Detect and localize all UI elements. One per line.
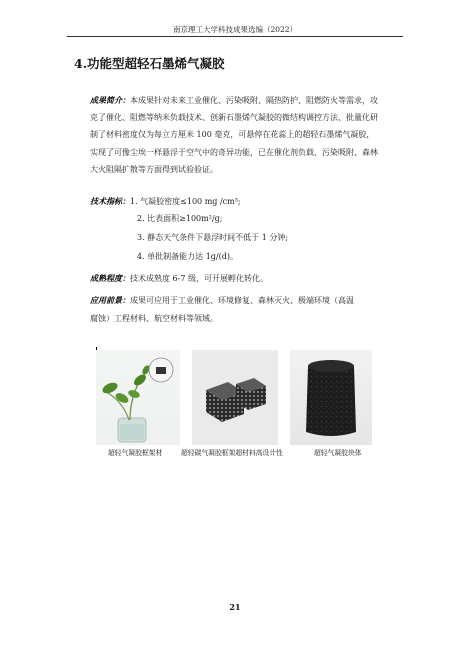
maturity-label: 成熟程度： <box>90 273 130 283</box>
tech-item-3: 3. 静态天气条件下悬浮时间不低于 1 分钟; <box>137 233 289 242</box>
tech-item-1: 1. 气凝胶密度≤100 mg /cm³; <box>130 197 241 206</box>
lattice-cubes-photo <box>192 350 278 445</box>
application-label: 应用前景： <box>90 295 130 305</box>
running-header: 南京理工大学科技成果选编（2022） <box>172 25 298 34</box>
aerogel-block-photo <box>290 350 372 445</box>
tech-label: 技术指标： <box>90 196 130 206</box>
caption-3: 超轻气凝胶块体 <box>314 449 362 457</box>
tech-item-4: 4. 单批制备能力达 1g/(d)。 <box>137 252 238 261</box>
header-rule <box>67 36 403 37</box>
plant-in-vase-photo <box>96 350 180 445</box>
summary-label: 成果简介： <box>90 95 130 105</box>
application-line-1 <box>90 295 354 306</box>
summary-text: 本成果针对未来工业催化、污染吸附、隔热防护、阻燃防火等需求，攻克了催化、阻燃等纳米负载技术、创新石墨烯气凝胶的微结构调控方法、批量化研制了材料密度仅为每立方厘米 100 毫克，可悬停在花蕊上的超轻石墨烯气凝胶，实现了可像尘埃一样悬浮于空气中的奇异功能，已在催化剂负载、污染吸附、森林大火阻隔扩散等方面得到试验验证。 <box>90 96 378 174</box>
tech-first-line <box>90 196 241 207</box>
maturity-text: 技术成熟度 6-7 级，可开展孵化转化。 <box>130 274 268 283</box>
caption-2: 超轻碳气凝胶框架超材料高设计性 <box>181 449 283 457</box>
figure-row <box>96 350 376 445</box>
maturity-line <box>90 273 268 284</box>
tech-item-2: 2. 比表面积≥100m²/g; <box>137 214 223 223</box>
application-text-1: 成果可应用于工业催化、环境修复、森林灭火、极端环境（高温 <box>130 296 354 305</box>
section-title: 4.功能型超轻石墨烯气凝胶 <box>74 56 225 71</box>
page-number: 21 <box>229 602 241 612</box>
application-line-2: 腐蚀）工程材料、航空材料等领域。 <box>90 314 218 323</box>
caption-1: 超轻气凝胶框架材 <box>108 449 163 457</box>
summary-paragraph <box>90 92 380 178</box>
